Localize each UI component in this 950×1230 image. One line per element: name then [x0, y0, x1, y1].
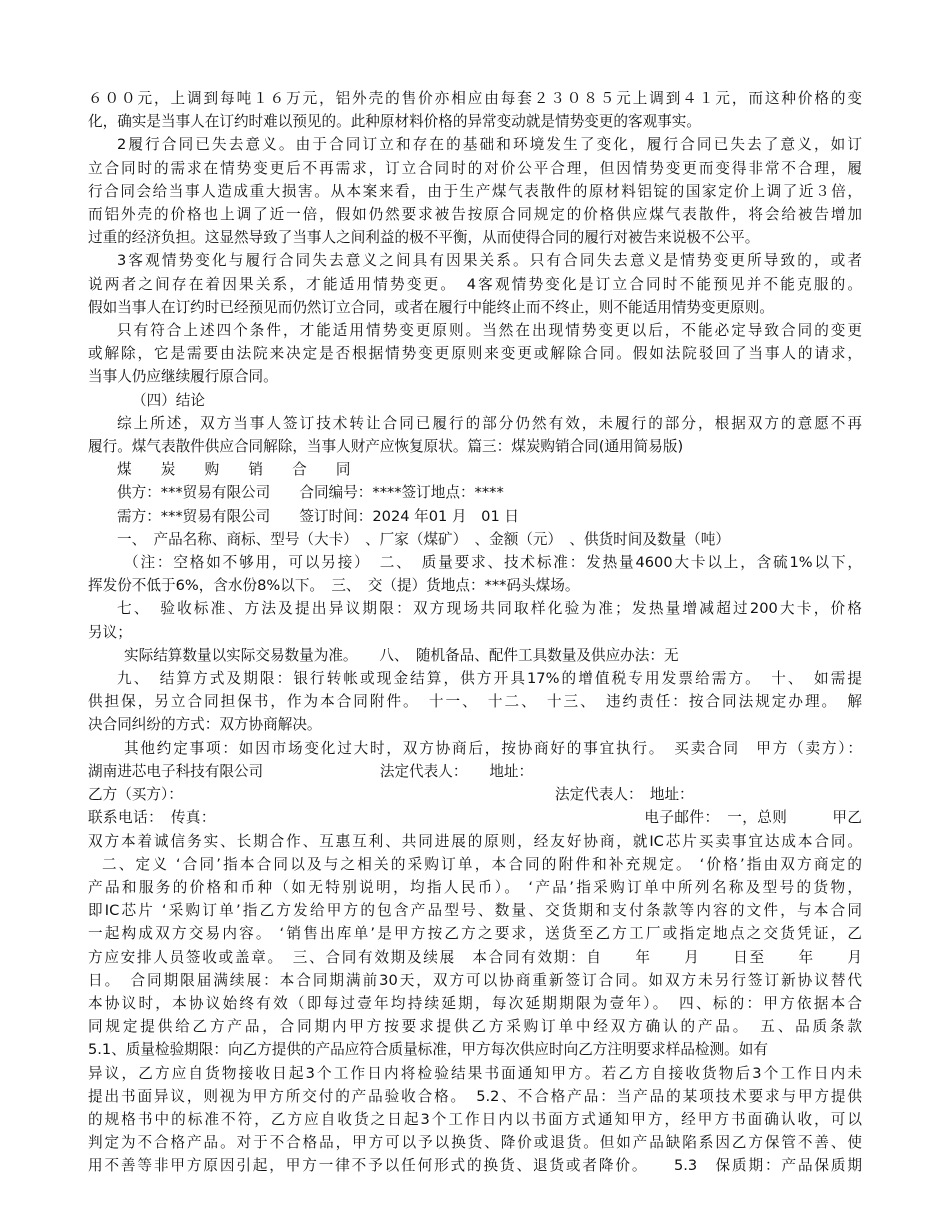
text-line: 另议； [88, 623, 132, 641]
text-line: 乙方（买方）： 法定代表人： 地址： [88, 786, 694, 804]
contract-title: 煤 炭 购 销 合 同 [117, 461, 351, 479]
text-line: 过重的经济负担。这显然导致了当事人之间利益的极不平衡，从而使得合同的履行对被告来说极不公平。 [88, 229, 760, 247]
section-heading: （四）结论 [132, 391, 205, 409]
text-line: 本协议时，本协议始终有效（即每过壹年均持续延期，每次延期期限为壹年）。 四、标的：甲方依据本合 [88, 994, 862, 1012]
text-line: 或解除，它是需要由法院来决定是否根据情势变更原则来变更或解除合同。假如法院驳回了当事人的请求， [88, 345, 862, 363]
text-line: 一起构成双方交易内容。 ‘销售出库单’是甲方按乙方之要求，送货至乙方工厂或指定地点之交货凭证，乙 [88, 925, 862, 943]
text-line: 九、 结算方式及期限：银行转帐或现金结算，供方开具17%的增值税专用发票给需方。 十、 如需提 [117, 670, 862, 688]
text-line: 当事人仍应继续履行原合同。 [88, 368, 278, 386]
text-line: 5.1、质量检验期限：向乙方提供的产品应符合质量标准，甲方每次供应时向乙方注明要求样品检测。如有 [88, 1041, 768, 1059]
text-line: 判定为不合格产品。对于不合格品，甲方可以予以换货、降价或退货。但如产品缺陷系因乙方保管不善、使 [88, 1134, 862, 1152]
text-line: 假如当事人在订约时已经预见而仍然订立合同，或者在履行中能终止而不终止，则不能适用情势变更原则。 [88, 298, 774, 316]
text-line: 即IC芯片 ‘采购订单’指乙方发给甲方的包含产品型号、数量、交货期和支付条款等内容的文件，与本合同 [88, 902, 862, 920]
text-line: 同规定提供给乙方产品，合同期内甲方按要求提供乙方采购订单中经双方确认的产品。 五、品质条款 [88, 1018, 862, 1036]
text-line: 2履行合同已失去意义。由于合同订立和存在的基础和环境发生了变化，履行合同已失去了意义，如订 [117, 136, 862, 154]
text-line: 双方本着诚信务实、长期合作、互惠互利、共同进展的原则，经友好协商，就IC芯片买卖事宜达成本合同。 [88, 832, 862, 850]
text-line: 七、 验收标准、方法及提出异议期限：双方现场共同取样化验为准；发热量增减超过200大卡，价格 [117, 600, 862, 618]
text-line: 而铝外壳的价格也上调了近一倍，假如仍然要求被告按原合同规定的价格供应煤气表散件，将会给被告增加 [88, 206, 862, 224]
text-line: 提出书面异议，则视为甲方所交付的产品验收合格。 5.2、不合格产品：当产品的某项技术要求与甲方提供 [88, 1087, 862, 1105]
text-line: 联系电话： 传真： 电子邮件： 一，总则 甲乙 [88, 809, 862, 827]
text-line: ６００元，上调到每吨１６万元，铝外壳的售价亦相应由每套２３０８５元上调到４１元，而这种价格的变 [88, 90, 862, 107]
document-body [88, 87, 862, 1178]
text-line: 湖南进芯电子科技有限公司 法定代表人： 地址： [88, 762, 534, 780]
text-line: 供担保，另立合同担保书，作为本合同附件。 十一、 十二、 十三、 违约责任：按合同法规定办理。 解 [88, 693, 862, 711]
text-line: 实际结算数量以实际交易数量为准。 八、 随机备品、配件工具数量及供应办法：无 [124, 646, 679, 664]
text-line: 产品和服务的价格和币种（如无特别说明，均指人民币）。 ‘产品’指采购订单中所列名称及型号的货物， [88, 878, 862, 896]
text-line: （注：空格如不够用，可以另接） 二、 质量要求、技术标准：发热量4600大卡以上，含硫1%以下， [124, 554, 862, 572]
text-line: 说两者之间存在着因果关系，才能适用情势变更。 4客观情势变化是订立合同时不能预见并不能克服的。 [88, 275, 862, 293]
text-line: 方应安排人员签收或盖章。 三、合同有效期及续展 本合同有效期：自 年 月 日至 年 月 [88, 948, 862, 966]
text-line: 决合同纠纷的方式：双方协商解决。 [88, 716, 322, 734]
text-line: 履行。煤气表散件供应合同解除，当事人财产应恢复原状。篇三：煤炭购销合同(通用简易版) [88, 438, 684, 456]
text-line: 日。 合同期限届满续展：本合同期满前30天，双方可以协商重新签订合同。如双方未另行签订新协议替代 [88, 971, 862, 989]
text-line: 需方：***贸易有限公司 签订时间：2024 年01 月 01 日 [117, 507, 519, 525]
text-line: 一、 产品名称、商标、型号（大卡） 、厂家（煤矿） 、金额（元） 、供货时间及数量（吨） [117, 530, 730, 548]
text-line: 供方：***贸易有限公司 合同编号：****签订地点：**** [117, 484, 504, 502]
text-line: 挥发份不低于6%，含水份8%以下。 三、 交（提）货地点：***码头煤场。 [88, 577, 580, 595]
text-line: 用不善等非甲方原因引起，甲方一律不予以任何形式的换货、退货或者降价。 5.3 保质期：产品保质期 [88, 1157, 862, 1175]
text-line: 其他约定事项：如因市场变化过大时，双方协商后，按协商好的事宜执行。 买卖合同 甲方（卖方）： [124, 739, 862, 757]
text-line: 立合同时的需求在情势变更后不再需求，订立合同时的对价公平合理，但因情势变更而变得非常不合理，履 [88, 159, 862, 177]
text-line: 二、定义 ‘合同’指本合同以及与之相关的采购订单，本合同的附件和补充规定。 ‘价格’指由双方商定的 [102, 855, 862, 873]
text-line: 行合同会给当事人造成重大损害。从本案来看，由于生产煤气表散件的原材料铝锭的国家定价上调了近３倍， [88, 182, 862, 200]
text-line: 3客观情势变化与履行合同失去意义之间具有因果关系。只有合同失去意义是情势变更所导致的，或者 [117, 252, 862, 270]
text-line: 综上所述，双方当事人签订技术转让合同已履行的部分仍然有效，未履行的部分，根据双方的意愿不再 [117, 414, 862, 432]
text-line: 异议，乙方应自货物接收日起3个工作日内将检验结果书面通知甲方。若乙方自接收货物后3个工作日内未 [88, 1064, 862, 1082]
text-line: 化，确实是当事人在订约时难以预见的。此种原材料价格的异常变动就是情势变更的客观事实。 [88, 113, 701, 131]
text-line: 的规格书中的标准不符，乙方应自收货之日起3个工作日内以书面方式通知甲方，经甲方书面确认收，可以 [88, 1110, 862, 1128]
text-line: 只有符合上述四个条件，才能适用情势变更原则。当然在出现情势变更以后，不能必定导致合同的变更 [117, 322, 862, 340]
